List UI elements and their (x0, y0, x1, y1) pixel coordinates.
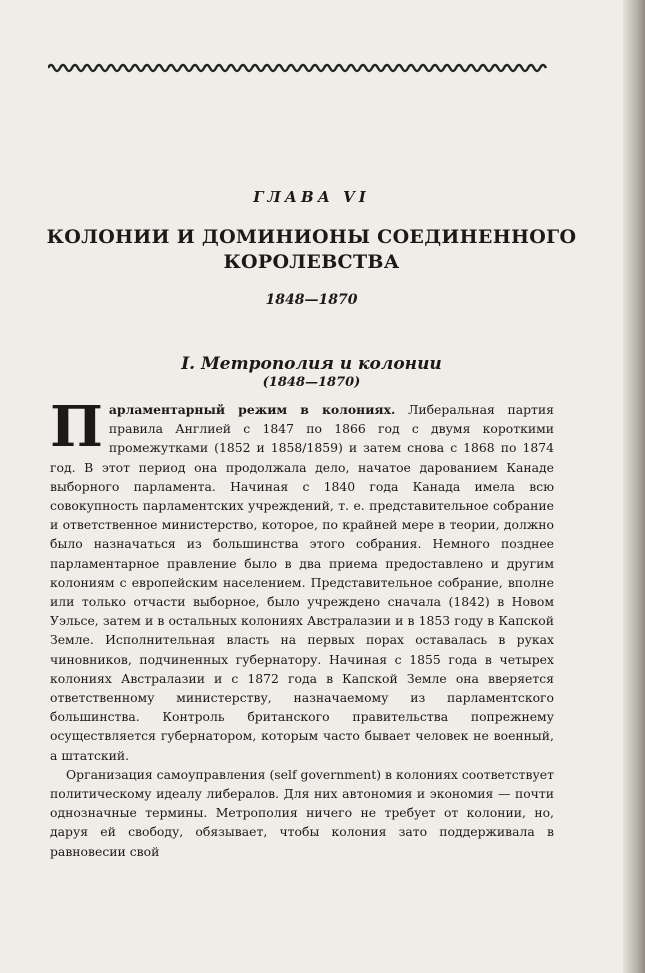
chapter-title: КОЛОНИИ И ДОМИНИОНЫ СОЕДИНЕННОГО КОРОЛЕВСТВА (46, 226, 577, 273)
lead-in-heading: арламентарный режим в колониях. (108, 402, 396, 417)
decorative-border-ornament (48, 62, 548, 74)
section-heading: I. Метрополия и колонии (181, 354, 442, 374)
section-years: (1848—1870) (262, 375, 361, 390)
page-gutter-shadow (623, 0, 645, 973)
paragraph-1 (50, 394, 554, 765)
chapter-years: 1848—1870 (265, 292, 358, 308)
drop-cap: П (50, 394, 103, 460)
paragraph-1-text: Либеральная партия правила Англией с 1847 по 1866 год с двумя короткими промежутками (1852 и 1858/1859) и затем снова с 1868 по 1874 год. В этот период она продолжала дело, начатое дарованием Канаде выборного парламента. Начиная с 1840 года Канада имела всю совокупность парламентских учреждений, т. е. представительное собрание и ответственное министерство, которое, по крайней мере в теории, должно было назначаться из большинства этого собрания. Немного позднее парламентарное правление было в два приема предоставлено и другим колониям с европейским населением. Представительное собрание, вполне или только отчасти выборное, было учреждено сначала (1842) в Новом Уэльсе, затем и в остальных колониях Австралазии и в 1853 году в Капской Земле. Исполнительная власть на первых порах оставалась в руках чиновников, подчиненных губернатору. Начиная с 1855 года в четырех колониях Австралазии и с 1872 года в Капской Земле она вверяется ответственному министерству, назначаемому из парламентского большинства. Контроль британского правительства попрежнему осуществляется губернатором, которым часто бывает человек не военный, а штатский. (50, 402, 554, 763)
body-text (50, 394, 554, 861)
paragraph-2: Организация самоуправления (self government) в колониях соответствует политическому идеалу либералов. Для них автономия и экономия — почти однозначные термины. Метрополия ничего не требует от колонии, но, даруя ей свободу, обязывает, чтобы колония зато поддерживала в равновесии свой (50, 766, 554, 859)
chapter-label: ГЛАВА VI (253, 188, 370, 206)
